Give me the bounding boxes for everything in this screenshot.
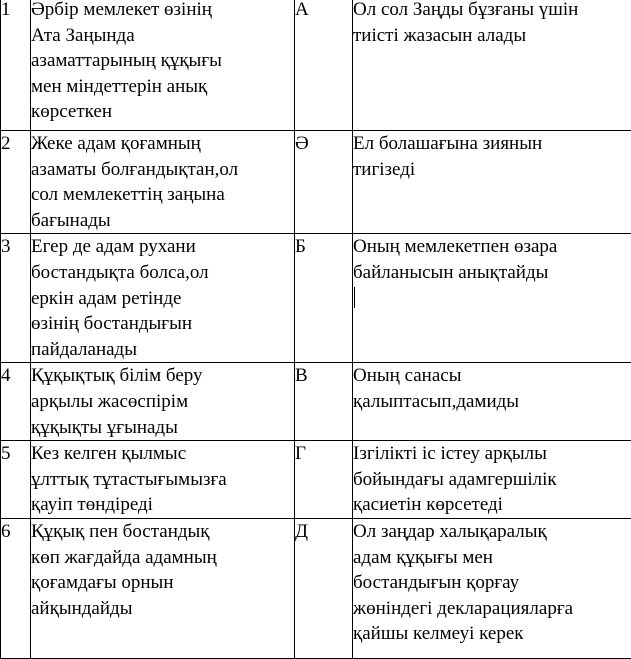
row-number-cell — [1, 131, 31, 234]
statement-cell — [31, 441, 295, 519]
table-row — [1, 0, 631, 131]
letter-cell — [295, 363, 353, 441]
row-number: 3 — [1, 236, 11, 257]
statement-text: Құқық пен бостандық көп жағдайда адамның қоғамдағы орнын айқындайды — [31, 519, 294, 621]
row-number-cell — [1, 363, 31, 441]
consequence-cell — [353, 363, 631, 441]
consequence-cell — [353, 441, 631, 519]
table-row — [1, 131, 631, 234]
row-number-cell — [1, 441, 31, 519]
table-row — [1, 441, 631, 519]
consequence-cell — [353, 518, 631, 658]
statement-text: Кез келген қылмыс ұлттық тұтастығымызға қауіп төндіреді — [31, 441, 294, 518]
letter-cell — [295, 0, 353, 131]
statement-text: Әрбір мемлекет өзінің Ата Заңында азаматтарының құқығы мен міндеттерін анық көрсеткен — [31, 0, 294, 125]
statement-text: Егер де адам рухани бостандықта болса,ол еркін адам ретінде өзінің бостандығын пайдаланады — [31, 234, 294, 362]
answer-letter: Б — [295, 236, 306, 257]
consequence-text: Ол заңдар халықаралық адам құқығы мен бостандығын қорғау жөніндегі декларацияларға қайшы келмеуі керек — [353, 519, 631, 647]
statement-text: Құқықтық білім беру арқылы жасөспірім құқықты ұғынады — [31, 363, 294, 440]
row-number: 2 — [1, 133, 11, 154]
answer-letter: Д — [295, 521, 308, 542]
letter-cell — [295, 234, 353, 363]
statement-cell — [31, 0, 295, 131]
text-cursor — [354, 287, 355, 308]
table-row — [1, 363, 631, 441]
row-number: 5 — [1, 443, 11, 464]
row-number: 6 — [1, 521, 11, 542]
row-number: 1 — [1, 0, 11, 20]
statement-cell — [31, 363, 295, 441]
letter-cell — [295, 131, 353, 234]
statement-cell — [31, 131, 295, 234]
letter-cell — [295, 518, 353, 658]
consequence-cell — [353, 131, 631, 234]
consequence-text: Ізгілікті іс істеу арқылы бойындағы адамгершілік қасиетін көрсетеді — [353, 441, 631, 518]
row-number-cell — [1, 0, 31, 131]
row-number-cell — [1, 518, 31, 658]
consequence-text: Ол сол Заңды бұзғаны үшін тиісті жазасын алады — [353, 0, 631, 48]
answer-letter: Г — [295, 443, 306, 464]
row-number: 4 — [1, 365, 11, 386]
statement-cell — [31, 518, 295, 658]
table-row — [1, 518, 631, 658]
consequence-cell — [353, 234, 631, 363]
consequence-text: Оның мемлекетпен өзара байланысын анықтайды — [353, 234, 631, 285]
consequence-cell — [353, 0, 631, 131]
row-number-cell — [1, 234, 31, 363]
answer-letter: Ә — [295, 133, 309, 154]
letter-cell — [295, 441, 353, 519]
statement-cell — [31, 234, 295, 363]
answer-letter: В — [295, 365, 308, 386]
statement-text: Жеке адам қоғамның азаматы болғандықтан,ол сол мемлекеттің заңына бағынады — [31, 131, 294, 233]
table-row — [1, 234, 631, 363]
consequence-text: Оның санасы қалыптасып,дамиды — [353, 363, 631, 414]
answer-letter: А — [295, 0, 309, 20]
consequence-text: Ел болашағына зиянын тигізеді — [353, 131, 631, 182]
